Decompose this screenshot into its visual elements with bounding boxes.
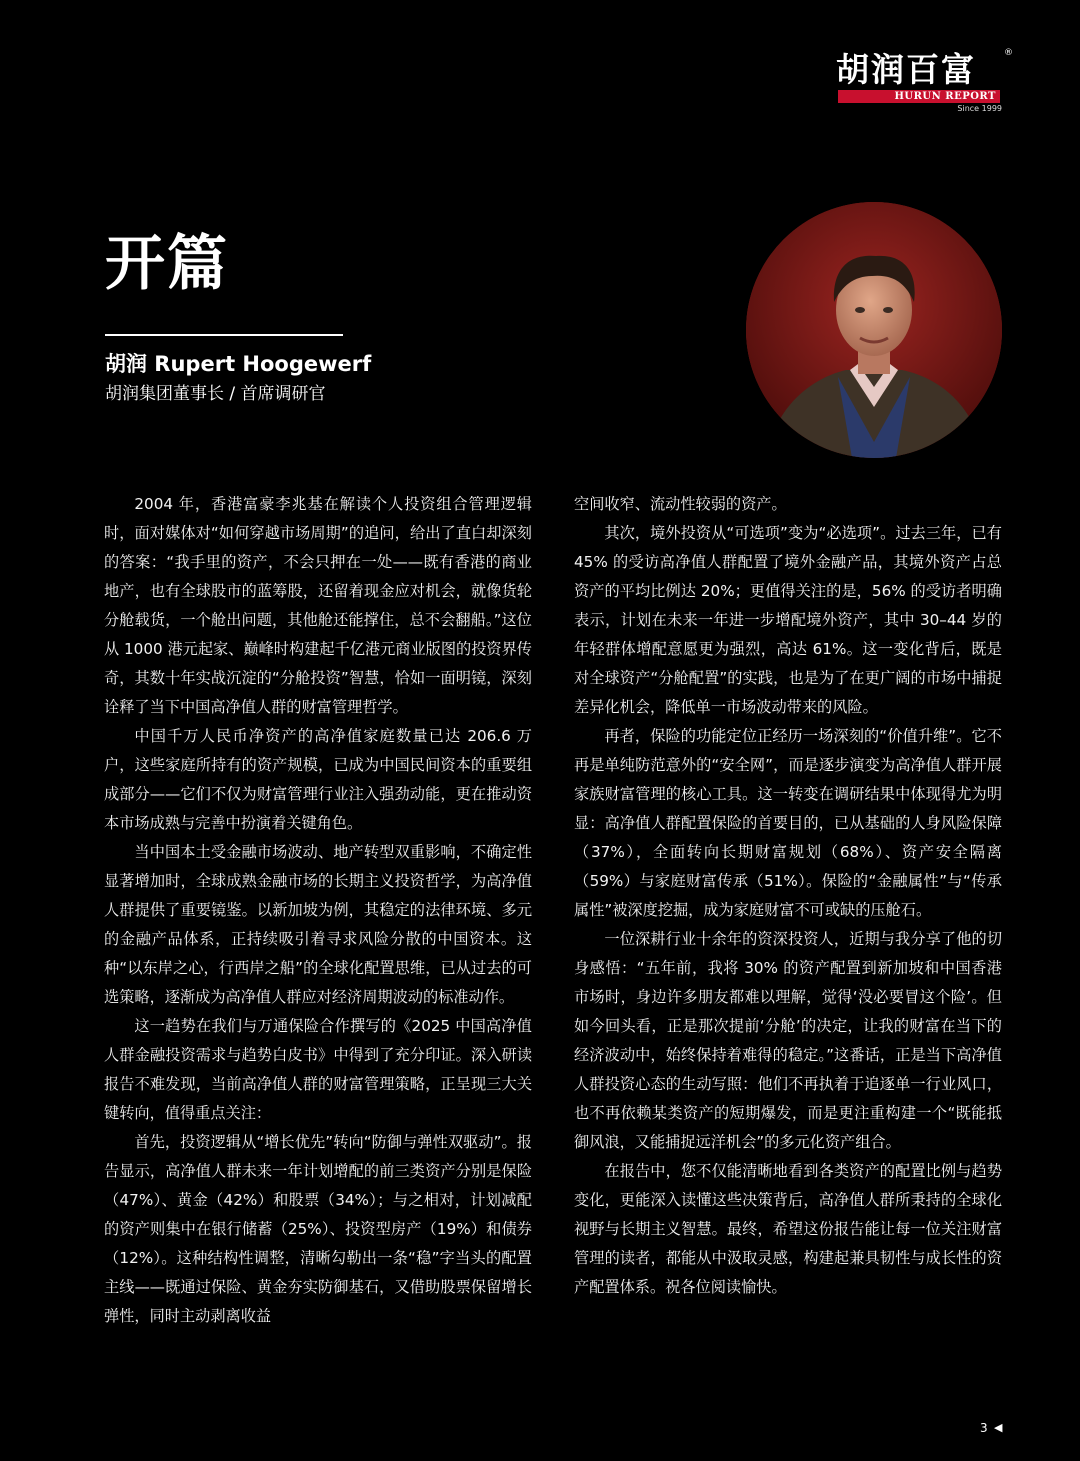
portrait-illustration — [746, 202, 1002, 458]
paragraph: 中国千万人民币净资产的高净值家庭数量已达 206.6 万户，这些家庭所持有的资产规模，已成为中国民间资本的重要组成部分——它们不仅为财富管理行业注入强劲动能，更在推动资本市场成熟与完善中扮演着关键角色。 — [104, 727, 532, 832]
author-portrait — [746, 202, 1002, 458]
body-column-right — [574, 490, 1002, 1302]
logo-since-text: Since 1999 — [957, 104, 1002, 113]
hurun-logo — [836, 48, 1013, 114]
paragraph: 再者，保险的功能定位正经历一场深刻的“价值升维”。它不再是单纯防范意外的“安全网”，而是逐步演变为高净值人群开展家族财富管理的核心工具。这一转变在调研结果中体现得尤为明显：高净值人群配置保险的首要目的，已从基础的人身风险保障（37%），全面转向长期财富规划（68%）、资产安全隔离（59%）与家庭财富传承（51%）。保险的“金融属性”与“传承属性”被深度挖掘，成为家庭财富不可或缺的压舱石。 — [574, 727, 1002, 919]
page-title: 开篇 — [105, 229, 229, 299]
page-arrow-icon: ◀ — [994, 1421, 1003, 1434]
logo-chinese-text: 胡润百富 — [836, 50, 976, 89]
page-number: 3 — [980, 1421, 988, 1435]
author-role: 胡润集团董事长 / 首席调研官 — [105, 384, 326, 404]
paragraph-continuation: 空间收窄、流动性较弱的资产。 — [574, 495, 787, 513]
title-divider — [105, 334, 343, 336]
author-name: 胡润 Rupert Hoogewerf — [105, 352, 372, 376]
registered-mark: ® — [1004, 48, 1013, 58]
body-column-left — [104, 490, 532, 1331]
paragraph: 一位深耕行业十余年的资深投资人，近期与我分享了他的切身感悟：“五年前，我将 30% 的资产配置到新加坡和中国香港市场时，身边许多朋友都难以理解，觉得‘没必要冒这个险’。但如今回头看，正是那次提前‘分舱’的决定，让我的财富在当下的经济波动中，始终保持着难得的稳定。”这番话，正是当下高净值人群投资心态的生动写照：他们不再执着于追逐单一行业风口，也不再依赖某类资产的短期爆发，而是更注重构建一个“既能抵御风浪，又能捕捉远洋机会”的多元化资产组合。 — [574, 930, 1002, 1151]
logo-english-bar: HURUN REPORT — [838, 90, 1000, 103]
paragraph: 当中国本土受金融市场波动、地产转型双重影响，不确定性显著增加时，全球成熟金融市场的长期主义投资哲学，为高净值人群提供了重要镜鉴。以新加坡为例，其稳定的法律环境、多元的金融产品体系，正持续吸引着寻求风险分散的中国资本。这种“以东岸之心，行西岸之船”的全球化配置思维，已从过去的可选策略，逐渐成为高净值人群应对经济周期波动的标准动作。 — [104, 843, 532, 1006]
paragraph: 在报告中，您不仅能清晰地看到各类资产的配置比例与趋势变化，更能深入读懂这些决策背后，高净值人群所秉持的全球化视野与长期主义智慧。最终，希望这份报告能让每一位关注财富管理的读者，都能从中汲取灵感，构建起兼具韧性与成长性的资产配置体系。祝各位阅读愉快。 — [574, 1162, 1002, 1296]
paragraph: 其次，境外投资从“可选项”变为“必选项”。过去三年，已有 45% 的受访高净值人群配置了境外金融产品，其境外资产占总资产的平均比例达 20%；更值得关注的是，56% 的受访者明确表示，计划在未来一年进一步增配境外资产，其中 30–44 岁的年轻群体增配意愿更为强烈，高达 61%。这一变化背后，既是对全球资产“分舱配置”的实践，也是为了在更广阔的市场中捕捉差异化机会，降低单一市场波动带来的风险。 — [574, 524, 1002, 716]
paragraph: 首先，投资逻辑从“增长优先”转向“防御与弹性双驱动”。报告显示，高净值人群未来一年计划增配的前三类资产分别是保险（47%）、黄金（42%）和股票（34%）；与之相对，计划减配的资产则集中在银行储蓄（25%）、投资型房产（19%）和债券（12%）。这种结构性调整，清晰勾勒出一条“稳”字当头的配置主线——既通过保险、黄金夯实防御基石，又借助股票保留增长弹性，同时主动剥离收益 — [104, 1133, 532, 1325]
paragraph: 2004 年，香港富豪李兆基在解读个人投资组合管理逻辑时，面对媒体对“如何穿越市场周期”的追问，给出了直白却深刻的答案：“我手里的资产，不会只押在一处——既有香港的商业地产，也有全球股市的蓝筹股，还留着现金应对机会，就像货轮分舱载货，一个舱出问题，其他舱还能撑住，总不会翻船。”这位从 1000 港元起家、巅峰时构建起千亿港元商业版图的投资界传奇，其数十年实战沉淀的“分舱投资”智慧，恰如一面明镜，深刻诠释了当下中国高净值人群的财富管理哲学。 — [104, 495, 532, 716]
paragraph: 这一趋势在我们与万通保险合作撰写的《2025 中国高净值人群金融投资需求与趋势白皮书》中得到了充分印证。深入研读报告不难发现，当前高净值人群的财富管理策略，正呈现三大关键转向，值得重点关注： — [104, 1017, 532, 1122]
